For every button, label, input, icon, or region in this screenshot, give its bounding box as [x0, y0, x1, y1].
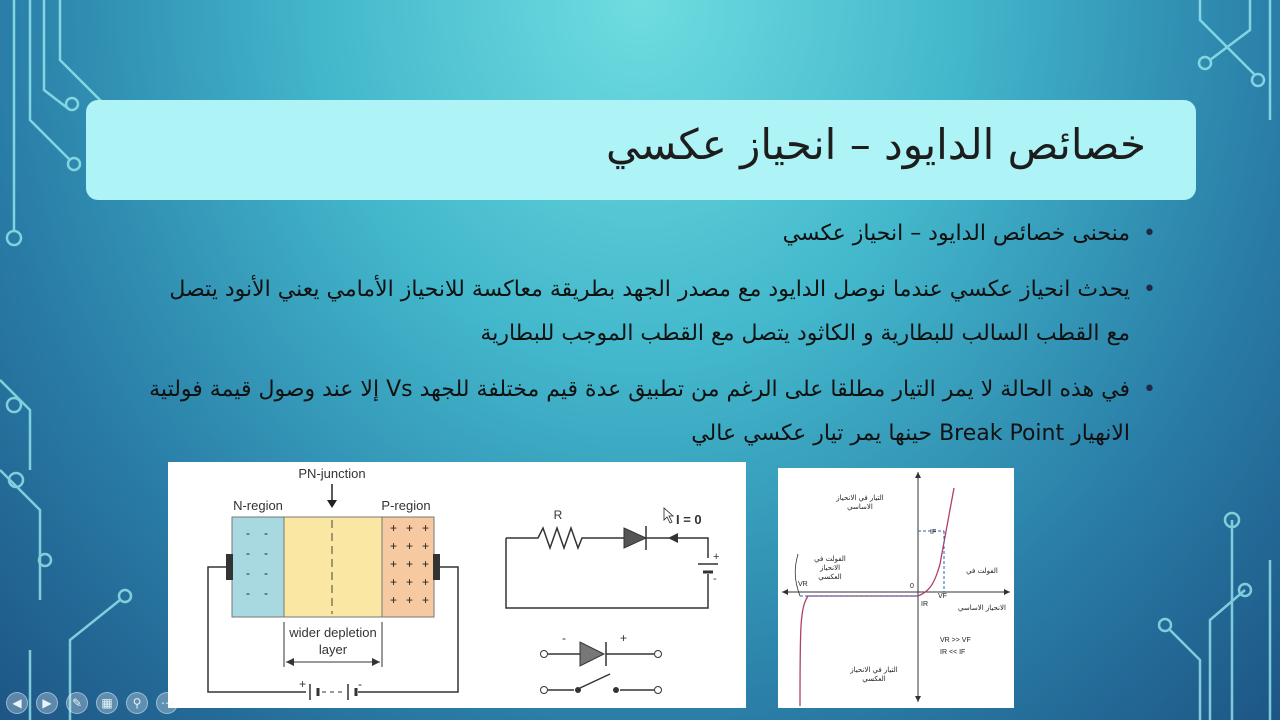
n-sign: - — [246, 566, 250, 580]
battery-plus: + — [299, 677, 307, 691]
p-sign: + — [406, 521, 414, 535]
p-sign: + — [422, 521, 430, 535]
relation-label: IR << IF — [940, 649, 966, 656]
p-sign: + — [422, 593, 430, 607]
forward-current-label: التيار في الانحياز — [836, 494, 884, 502]
bullet-item: • في هذه الحالة لا يمر التيار مطلقا على الرغم من تطبيق عدة قيم مختلفة للجهد Vs إلا عند وصول قيمة فولتية الانهيار Break Point حينها يمر تيار عكسي عالي — [140, 368, 1150, 456]
n-sign: - — [264, 546, 268, 560]
p-region-label: P-region — [381, 498, 431, 513]
reverse-current-label: التيار في الانحياز — [850, 666, 898, 674]
vr-label: VR — [798, 581, 808, 588]
origin-label: 0 — [910, 583, 914, 590]
slideshow-toolbar — [6, 688, 178, 718]
n-region — [232, 517, 284, 617]
p-sign: + — [390, 539, 398, 553]
p-sign: + — [422, 557, 430, 571]
n-sign: - — [264, 566, 268, 580]
reverse-current-label: العكسي — [862, 675, 886, 683]
p-sign: + — [390, 557, 398, 571]
n-sign: - — [246, 586, 250, 600]
p-sign: + — [390, 521, 398, 535]
current-label: I = 0 — [676, 512, 702, 527]
p-sign: + — [406, 593, 414, 607]
bullet-item: • يحدث انحياز عكسي عندما نوصل الدايود مع مصدر الجهد بطريقة معاكسة للانحياز الأمامي يعني الأنود يتصل مع القطب السالب للبطارية و الكاثود يتصل مع القطب الموجب للبطارية — [140, 268, 1150, 356]
reverse-voltage-label: العكسي — [818, 573, 842, 581]
slide-title: خصائص الدايود – انحياز عكسي — [606, 120, 1146, 169]
p-sign: + — [390, 593, 398, 607]
ir-label: IR — [921, 601, 928, 608]
battery-minus: - — [358, 677, 362, 691]
p-sign: + — [390, 575, 398, 589]
n-sign: - — [264, 586, 268, 600]
equiv-plus: + — [620, 631, 628, 645]
depletion-label: wider depletion — [289, 625, 377, 640]
reverse-bias-circuit — [506, 508, 719, 608]
n-sign: - — [246, 526, 250, 540]
n-sign: - — [246, 546, 250, 560]
p-sign: + — [422, 539, 430, 553]
if-label: IF — [930, 529, 937, 536]
equivalent-circuit — [541, 631, 662, 694]
equiv-minus: - — [562, 631, 566, 645]
pn-junction-figure — [168, 462, 746, 708]
reverse-voltage-label: الانحياز — [819, 564, 841, 572]
source-minus: - — [713, 573, 717, 585]
zoom-icon[interactable]: ⚲ — [126, 692, 148, 714]
p-sign: + — [406, 539, 414, 553]
relation-label: VR >> VF — [940, 637, 971, 644]
p-sign: + — [406, 575, 414, 589]
p-sign: + — [422, 575, 430, 589]
slides-grid-icon[interactable]: ▦ — [96, 692, 118, 714]
pen-icon[interactable]: ✎ — [66, 692, 88, 714]
forward-voltage-label: الفولت في — [966, 567, 998, 575]
p-sign: + — [406, 557, 414, 571]
forward-voltage-label: الانحياز الاساسي — [958, 604, 1006, 612]
depletion-label: layer — [318, 642, 348, 657]
bullet-list — [140, 212, 1150, 468]
reverse-voltage-label: الفولت في — [814, 555, 846, 563]
pn-junction-label: PN-junction — [298, 466, 366, 481]
source-plus: + — [713, 551, 720, 563]
n-sign: - — [264, 526, 268, 540]
vf-label: VF — [938, 593, 947, 600]
bullet-item: • منحنى خصائص الدايود – انحياز عكسي — [140, 212, 1150, 256]
next-slide-icon[interactable]: ▶ — [36, 692, 58, 714]
depletion-region — [284, 517, 382, 617]
previous-slide-icon[interactable]: ◀ — [6, 692, 28, 714]
resistor-label: R — [553, 508, 563, 522]
more-options-icon[interactable]: ⋯ — [156, 692, 178, 714]
iv-curve-figure — [778, 468, 1014, 708]
n-region-label: N-region — [233, 498, 283, 513]
forward-current-label: الاساسي — [847, 503, 873, 511]
title-bar — [86, 100, 1196, 200]
